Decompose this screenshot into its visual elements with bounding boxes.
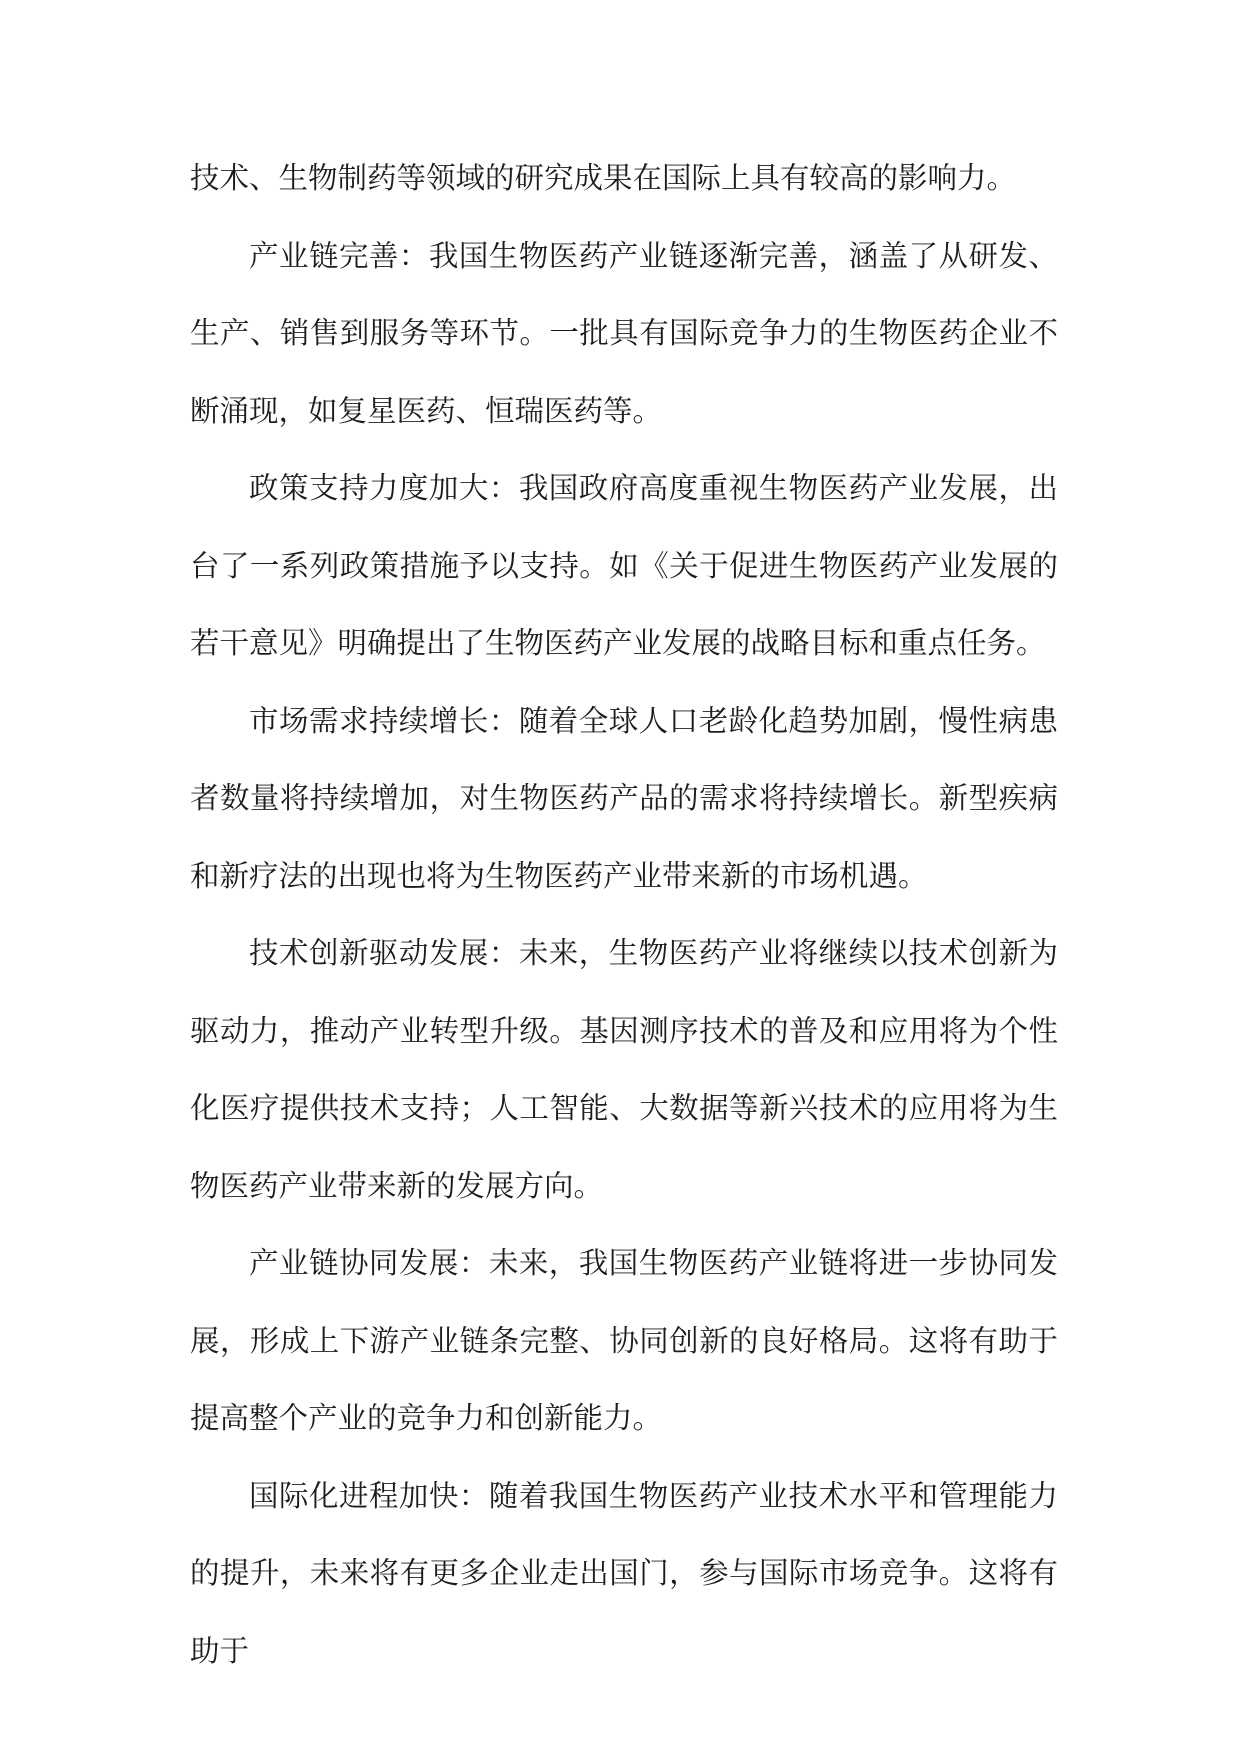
document-body [190, 140, 1058, 1690]
paragraph-industry-chain: 产业链完善：我国生物医药产业链逐渐完善，涵盖了从研发、生产、销售到服务等环节。一批具有国际竞争力的生物医药企业不断涌现，如复星医药、恒瑞医药等。 [190, 238, 1058, 428]
paragraph-market-demand: 市场需求持续增长：随着全球人口老龄化趋势加剧，慢性病患者数量将持续增加，对生物医药产品的需求将持续增长。新型疾病和新疗法的出现也将为生物医药产业带来新的市场机遇。 [190, 703, 1058, 893]
paragraph-policy-support: 政策支持力度加大：我国政府高度重视生物医药产业发展，出台了一系列政策措施予以支持。如《关于促进生物医药产业发展的若干意见》明确提出了生物医药产业发展的战略目标和重点任务。 [190, 471, 1058, 660]
paragraph-continuation: 技术、生物制药等领域的研究成果在国际上具有较高的影响力。 [190, 161, 1017, 195]
paragraph-chain-synergy: 产业链协同发展：未来，我国生物医药产业链将进一步协同发展，形成上下游产业链条完整、协同创新的良好格局。这将有助于提高整个产业的竞争力和创新能力。 [190, 1246, 1058, 1435]
paragraph-tech-innovation: 技术创新驱动发展：未来，生物医药产业将继续以技术创新为驱动力，推动产业转型升级。基因测序技术的普及和应用将为个性化医疗提供技术支持；人工智能、大数据等新兴技术的应用将为生物医药产业带来新的发展方向。 [190, 936, 1058, 1203]
paragraph-internationalization: 国际化进程加快：随着我国生物医药产业技术水平和管理能力的提升，未来将有更多企业走出国门，参与国际市场竞争。这将有助于 [190, 1478, 1058, 1668]
